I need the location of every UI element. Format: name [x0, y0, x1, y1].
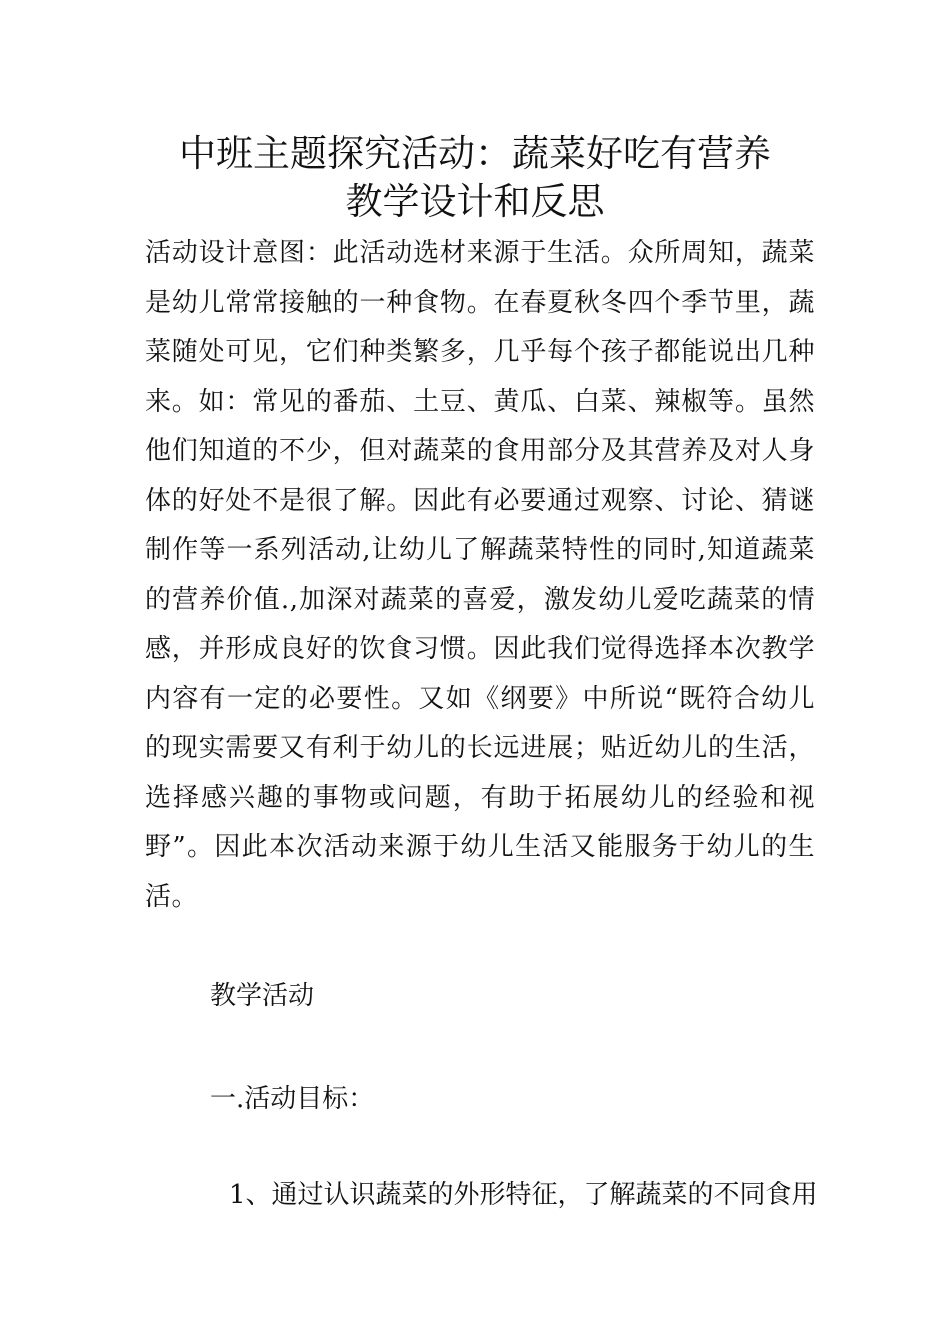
goals-heading: 一.活动目标： — [210, 1084, 375, 1114]
intro-paragraph: 活动设计意图：此活动选材来源于生活。众所周知，蔬菜是幼儿常常接触的一种食物。在春夏秋冬四个季节里，蔬菜随处可见，它们种类繁多，几乎每个孩子都能说出几种来。如：常见的番茄、土豆、黄瓜、白菜、辣椒等。虽然他们知道的不少，但对蔬菜的食用部分及其营养及对人身体的好处不是很了解。因此有必要通过观察、讨论、猜谜制作等一系列活动,让幼儿了解蔬菜特性的同时,知道蔬菜的营养价值.,加深对蔬菜的喜爱，激发幼儿爱吃蔬菜的情感，并形成良好的饮食习惯。因此我们觉得选择本次教学内容有一定的必要性。又如《纲要》中所说“既符合幼儿的现实需要又有利于幼儿的长远进展；贴近幼儿的生活，选择感兴趣的事物或问题，有助于拓展幼儿的经验和视野”。因此本次活动来源于幼儿生活又能服务于幼儿的生活。 — [145, 238, 815, 912]
section-heading-teaching-activity: 教学活动 — [210, 981, 315, 1011]
document-title-line-2: 教学设计和反思 — [345, 180, 605, 223]
goal-item-1: 1、通过认识蔬菜的外形特征，了解蔬菜的不同食用 — [229, 1180, 818, 1210]
document-title-line-1: 中班主题探究活动：蔬菜好吃有营养 — [179, 132, 771, 175]
